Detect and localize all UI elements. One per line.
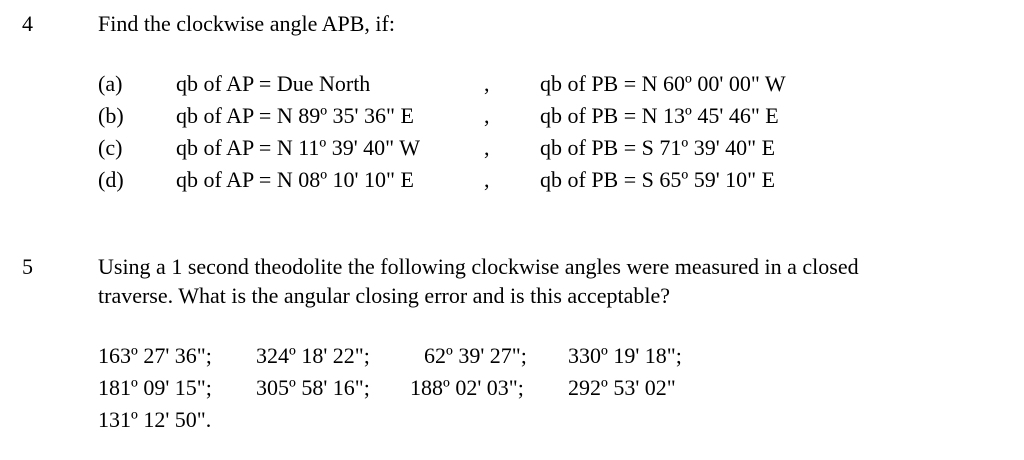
question-5-text — [98, 252, 1008, 310]
question-4-title: Find the clockwise angle APB, if: — [98, 11, 395, 36]
angle-value: 181º 09' 15"; — [98, 375, 212, 400]
bearing-pb: qb of PB = S 71º 39' 40" E — [540, 135, 776, 160]
angle-value: 62º 39' 27"; — [424, 343, 527, 368]
bearing-pb: qb of PB = N 60º 00' 00" W — [540, 71, 786, 96]
bearing-pb: qb of PB = N 13º 45' 46" E — [540, 103, 779, 128]
angle-value: 324º 18' 22"; — [256, 343, 370, 368]
separator-comma: , — [484, 71, 490, 96]
item-b — [98, 100, 858, 132]
separator-comma: , — [484, 167, 490, 192]
separator-comma: , — [484, 135, 490, 160]
bearing-ap: qb of AP = Due North — [176, 71, 371, 96]
separator-comma: , — [484, 103, 490, 128]
question-5-line-2: traverse. What is the angular closing error and is this acceptable? — [98, 283, 670, 308]
item-label: (d) — [98, 167, 124, 192]
bearing-ap: qb of AP = N 08º 10' 10" E — [176, 167, 414, 192]
angle-value: 163º 27' 36"; — [98, 343, 212, 368]
angle-value: 188º 02' 03"; — [410, 375, 524, 400]
angle-value: 330º 19' 18"; — [568, 343, 682, 368]
bearing-pb: qb of PB = S 65º 59' 10" E — [540, 167, 776, 192]
question-number-5: 5 — [22, 254, 33, 279]
question-number-4: 4 — [22, 11, 33, 36]
angle-value: 305º 58' 16"; — [256, 375, 370, 400]
bearing-ap: qb of AP = N 11º 39' 40" W — [176, 135, 421, 160]
angle-value: 131º 12' 50". — [98, 407, 212, 432]
angle-value: 292º 53' 02" — [568, 375, 676, 400]
item-label: (c) — [98, 135, 123, 160]
bearing-ap: qb of AP = N 89º 35' 36" E — [176, 103, 414, 128]
question-5-line-1: Using a 1 second theodolite the following clockwise angles were measured in a closed — [98, 254, 859, 279]
item-d — [98, 164, 858, 196]
item-label: (a) — [98, 71, 123, 96]
item-c — [98, 132, 858, 164]
item-a — [98, 68, 858, 100]
item-label: (b) — [98, 103, 124, 128]
